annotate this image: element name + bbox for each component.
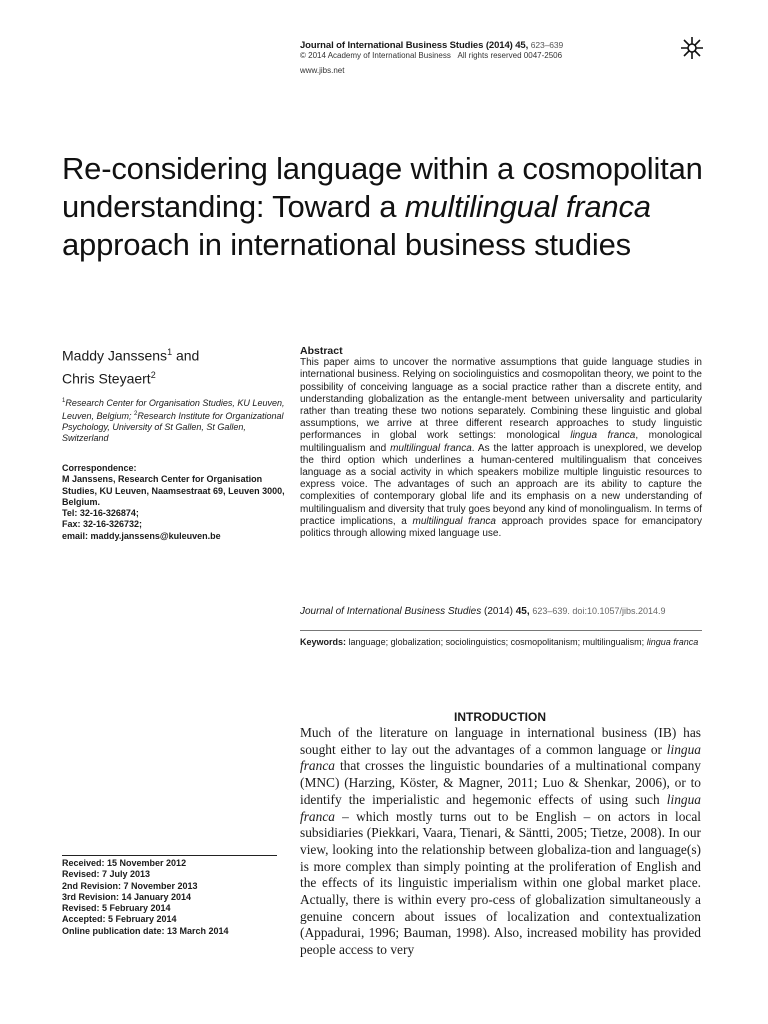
correspondence-fax: Fax: 32-16-326732; — [62, 519, 143, 530]
date-received: Received: 15 November 2012 — [62, 858, 187, 868]
journal-citation: Journal of International Business Studies (2014) 45, 623–639 — [300, 40, 564, 51]
author-1: Maddy Janssens — [62, 347, 168, 364]
correspondence-email[interactable]: email: maddy.janssens@kuleuven.be — [62, 530, 221, 541]
journal-copyright: © 2014 Academy of International Business All rights reserved 0047-2506 — [300, 51, 563, 60]
article-dates — [62, 855, 277, 937]
asterisk-star-icon — [680, 36, 704, 60]
abstract-text: This paper aims to uncover the normative assumptions that guide language studies in international business. Relying on sociolinguistics and cosmopolitan theory, we point to the possibility of conceiving language as a social practice rather than a discrete entity, and understanding globalization as the entangle-ment between universality and particularity rather than treating these two notions separately. Combining these linguistic and global assumptions, we arrive at three different research approaches to study linguistic performances in global work settings: monological lingua franca, monological multilingualism and multilingual franca. As the latter approach is unexplored, we develop the third option which underlines a human-centered multilingualism that conceives language as a social activity in which speakers mobilize multiple linguistic resources to express voice. The advantages of such an approach are its ability to capture the complexities of contemporary global life and its emphasis on a new understanding of multilingualism and diversity that truly goes beyond any kind of monolingualism. In terms of practice implications, a multilingual franca approach provides space for emancipatory politics through allowing mixed language use. — [300, 357, 703, 540]
author-2: Chris Steyaert — [62, 370, 151, 387]
abstract-citation: Journal of International Business Studies (2014) 45, 623–639. doi:10.1057/jibs.2014.9 — [300, 606, 666, 617]
affiliations: $^1$Research Center for Organisation Studies, KU Leuven, Leuven, Belgium; $^2$Research Institute for Organizational Psychology, University of St Gallen, St Gallen, Switzerland — [62, 398, 285, 443]
abstract — [300, 345, 702, 540]
date-revised-2: 2nd Revision: 7 November 2013 — [62, 880, 198, 891]
introduction-text: Much of the literature on language in international business (IB) has sought either to lay out the advantages of a common language or lingua franca that crosses the linguistic boundaries of a multinational company (MNC) (Harzing, Köster, & Magner, 2011; Luo & Shenkar, 2006), or to identify the imperialistic and hegemonic effects of using such lingua franca – which mostly turns out to be English – on actors in local subsidiaries (Piekkari, Vaara, Tienari, & Säntti, 2005; Tietze, 2008). In our view, looking into the relationship between globaliza-tion and language(s) is more complex than simply pointing at the proliferation of English and the effects of its linguistic imperialism within one global market place. Actually, there is within every pro-cess of globalization simultaneously a genuine concern about issues of localization and contextualization (Appadurai, 1996; Bauman, 1998). Also, increased mobility has provided people access to very — [300, 725, 701, 958]
date-accepted: Accepted: 5 February 2014 — [62, 914, 177, 925]
correspondence-tel: Tel: 32-16-326874; — [62, 508, 139, 519]
author-list: Maddy Janssens$^1$ and Chris Steyaert$^2$ — [62, 347, 200, 387]
keywords: Keywords: language; globalization; sociolinguistics; cosmopolitanism; multilingualism; lingua franca — [300, 630, 702, 648]
date-online: Online publication date: 13 March 2014 — [62, 925, 229, 936]
correspondence — [62, 463, 292, 542]
introduction-heading: INTRODUCTION — [454, 710, 546, 724]
paper-title: Re-considering language within a cosmopolitan understanding: Toward a multilingual franca approach in international business studies — [62, 151, 703, 262]
correspondence-heading: Correspondence: — [62, 463, 137, 473]
journal-header — [300, 40, 680, 76]
correspondence-address: M Janssens, Research Center for Organisation Studies, KU Leuven, Naamsestraat 69, Leuven 3000, Belgium. — [62, 474, 285, 507]
journal-pages: 623–639 — [530, 40, 564, 50]
date-revised-3: 3rd Revision: 14 January 2014 — [62, 891, 192, 902]
date-revised-4: Revised: 5 February 2014 — [62, 903, 171, 914]
date-revised-1: Revised: 7 July 2013 — [62, 869, 151, 880]
abstract-heading: Abstract — [300, 345, 343, 357]
journal-url[interactable]: www.jibs.net — [300, 66, 345, 75]
